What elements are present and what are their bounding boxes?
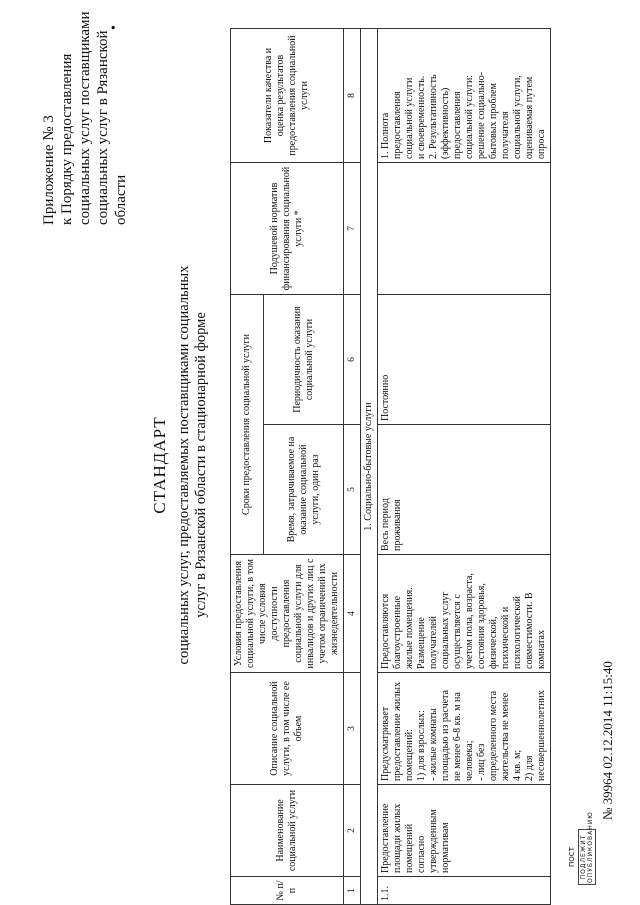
- service-name-cell: [378, 785, 551, 877]
- column-number: 6: [344, 295, 361, 425]
- norm-cell: [378, 163, 551, 295]
- bullet-mark: •: [107, 25, 122, 30]
- text-line: учетом пола, возраста,: [464, 573, 475, 669]
- text-line: бытовых проблем: [488, 83, 499, 159]
- registration-number: № 39964 02.12.2014 11:15:40: [600, 661, 615, 820]
- appendix-block: [40, 10, 130, 225]
- text-line: - лиц без: [476, 743, 487, 781]
- text-line: 1) для взрослых:: [416, 710, 427, 781]
- text-line: проживания: [392, 499, 403, 551]
- appendix-line: Приложение № 3: [41, 115, 57, 225]
- column-number: 2: [344, 785, 361, 877]
- text-line: согласно: [416, 835, 427, 873]
- text-line: Предусматривает: [380, 706, 391, 781]
- section-title: 1. Социально-бытовые услуги: [361, 29, 378, 905]
- section-row: [361, 29, 378, 905]
- text-line: площадью из расчета: [440, 690, 451, 781]
- text-line: получателей: [428, 615, 439, 669]
- text-line: 2) для: [524, 755, 535, 781]
- document-title: [150, 145, 210, 785]
- publication-stamp: [568, 811, 628, 885]
- text-line: благоустроенные: [392, 595, 403, 669]
- title-sub-line: социальных услуг, предоставляемых поставщиками социальных: [176, 265, 192, 665]
- text-line: социальной услуги,: [512, 75, 523, 159]
- appendix-line: области: [113, 174, 129, 225]
- text-line: площади жилых: [392, 803, 403, 873]
- periodicity-cell: Постоянно: [378, 295, 551, 425]
- conditions-cell: [378, 555, 551, 673]
- row-number: 1.1.: [378, 877, 551, 905]
- text-line: 2. Результативность: [428, 74, 439, 159]
- column-number: 4: [344, 555, 361, 673]
- time-cell: [378, 425, 551, 555]
- header-time: Время, затрачиваемое на оказание социальной услуги, один раз: [264, 425, 344, 555]
- table-row: [378, 29, 551, 905]
- header-name: Наименование социальной услуги: [231, 785, 344, 877]
- text-line: опроса: [536, 129, 547, 159]
- text-line: помещений:: [404, 729, 415, 781]
- text-line: комнатах: [536, 630, 547, 669]
- text-line: не менее 6-8 кв. м на: [452, 692, 463, 781]
- header-norm: Подушевой норматив финансирования социальной услуги *: [231, 163, 344, 295]
- text-line: осуществляется с: [452, 594, 463, 669]
- text-line: Весь период: [380, 498, 391, 551]
- text-line: Предоставляются: [380, 593, 391, 669]
- text-line: нормативам: [440, 822, 451, 873]
- text-line: социальной услуги:: [464, 74, 475, 159]
- stamp-emblem: ПОСТ: [568, 847, 576, 867]
- quality-cell: [378, 29, 551, 163]
- text-line: жительства не менее: [500, 692, 511, 781]
- header-num: № п/п: [231, 877, 344, 905]
- text-line: социальной услуги: [404, 77, 415, 159]
- column-numbers-row: [344, 29, 361, 905]
- stamp-label: ПОДЛЕЖИТ ОПУБЛИКОВАНИЮ: [580, 811, 594, 883]
- header-row: [231, 29, 264, 905]
- text-line: состояния здоровья,: [476, 583, 487, 669]
- text-line: Предоставление: [380, 803, 391, 873]
- text-line: психической и: [500, 606, 511, 669]
- column-number: 7: [344, 163, 361, 295]
- text-line: 4 кв. м;: [512, 749, 523, 781]
- text-line: несовершеннолетних: [536, 690, 547, 781]
- text-line: получателя: [500, 111, 511, 159]
- title-main: СТАНДАРТ: [150, 416, 169, 514]
- text-line: и своевременность.: [416, 75, 427, 159]
- text-line: физической,: [488, 616, 499, 669]
- header-conditions: Условия предоставления социальной услуги, в том числе условия доступности предоставления социальной услуги для инвалидов и других лиц с учетом ограничений их жизнедеятельности: [231, 555, 344, 673]
- text-line: - жилые комнаты: [428, 708, 439, 781]
- text-line: определенного места: [488, 690, 499, 781]
- standard-table: [230, 28, 551, 905]
- header-description: Описание социальной услуги, в том числе ее объем: [231, 673, 344, 785]
- text-line: психологической: [512, 596, 523, 669]
- text-line: оцениваемая путем: [524, 76, 535, 159]
- text-line: 1. Полнота: [380, 112, 391, 159]
- text-line: предоставления: [452, 91, 463, 159]
- column-number: 8: [344, 29, 361, 163]
- text-line: совместимости. В: [524, 592, 535, 669]
- column-number: 5: [344, 425, 361, 555]
- text-line: решение социально-: [476, 71, 487, 159]
- text-line: утвержденным: [428, 809, 439, 873]
- column-number: 3: [344, 673, 361, 785]
- text-line: предоставления: [392, 91, 403, 159]
- description-cell: [378, 673, 551, 785]
- header-terms-group: Сроки предоставления социальной услуги: [231, 295, 264, 555]
- text-line: социальных услуг: [440, 591, 451, 669]
- column-number: 1: [344, 877, 361, 905]
- text-line: (эффективность): [440, 87, 451, 159]
- text-line: Размещение: [416, 617, 427, 669]
- header-quality: Показатели качества и оценка результатов предоставления социальной услуги: [231, 29, 344, 163]
- header-periodicity: Периодичность оказания социальной услуги: [264, 295, 344, 425]
- text-line: предоставление жилых: [392, 682, 403, 781]
- text-line: жилые помещения.: [404, 587, 415, 669]
- text-line: помещений: [404, 823, 415, 873]
- appendix-line: к Порядку предоставления: [59, 53, 75, 225]
- appendix-line: социальных услуг поставщиками: [77, 11, 93, 225]
- title-sub-line: услуг в Рязанской области в стационарной форме: [193, 312, 209, 618]
- appendix-line: социальных услуг в Рязанской: [95, 30, 111, 225]
- text-line: человека;: [464, 740, 475, 781]
